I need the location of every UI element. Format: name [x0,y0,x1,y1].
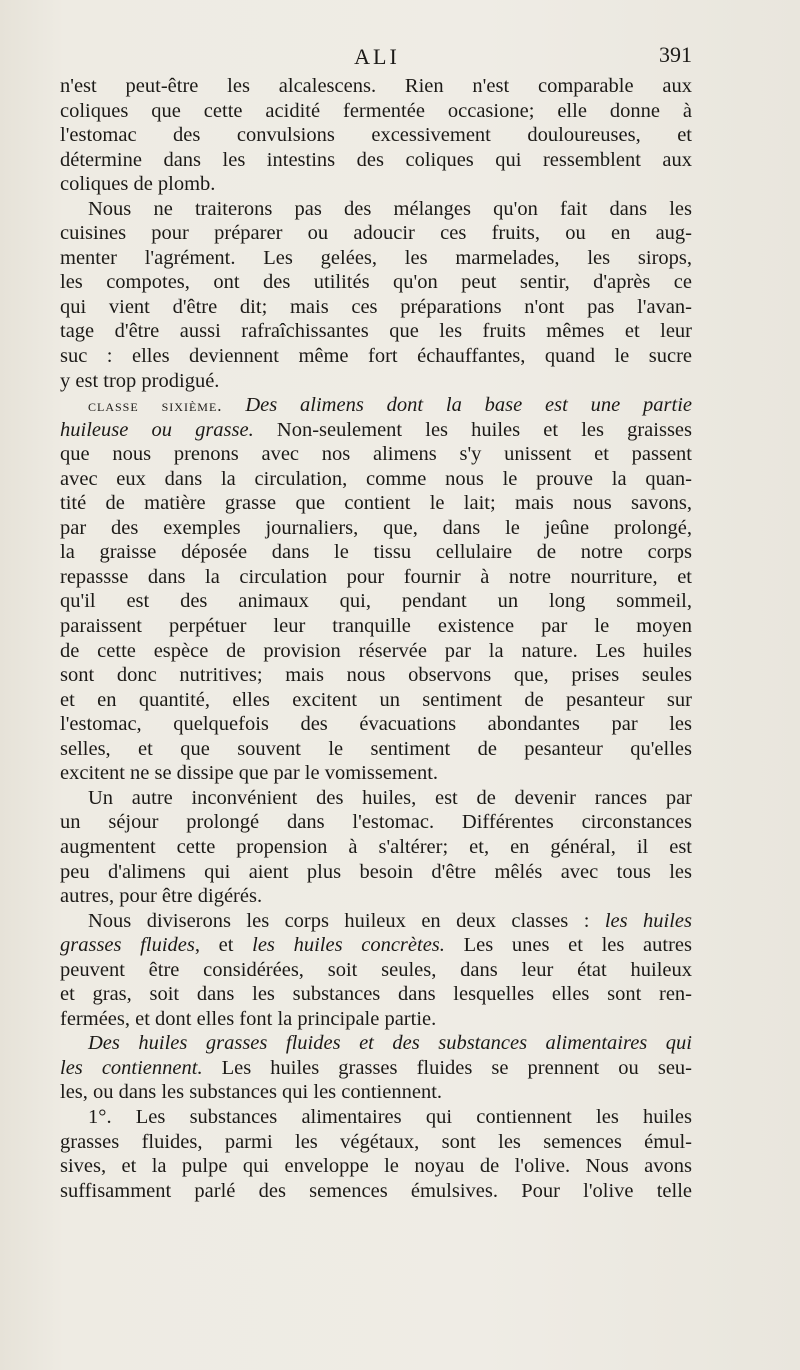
text-line: tage d'être aussi rafraîchissantes que les fruits mêmes et leur [60,320,692,343]
text-line: sont donc nutritives; mais nous observons que, prises seules [60,664,692,687]
text-line: peu d'alimens qui aient plus besoin d'être mêlés avec tous les [60,860,692,883]
section-label: classe sixième. [88,396,223,416]
italic-span: les huiles concrètes. [252,934,445,957]
text-line: excitent ne se dissipe que par le vomissement. [60,762,439,785]
italic-span: les huiles [604,909,692,932]
text-span: , et [194,934,253,957]
text-line: par des exemples journaliers, que, dans le jeûne prolongé, [60,516,692,539]
text-line: qu'il est des animaux qui, pendant un long sommeil, [60,590,692,613]
subsection-title-continued: les contiennent. [60,1056,203,1079]
text-line: tité de matière grasse que contient le lait; mais nous savons, [60,492,692,515]
text-span: Les unes et les autres [444,934,692,957]
text-line: avec eux dans la circulation, comme nous le prouve la quan- [60,467,692,490]
text-line [60,909,692,934]
text-line: suc : elles deviennent même fort échauffantes, quand le sucre [60,345,692,368]
text-line: repassse dans la circulation pour fournir à notre nourriture, et [60,565,692,588]
text-line: que nous prenons avec nos alimens s'y unissent et passent [60,443,692,466]
text-line: 1°. Les substances alimentaires qui contiennent les huiles [88,1105,692,1128]
text-line: les compotes, ont des utilités qu'on peut sentir, d'après ce [60,271,692,294]
subsection-title: Des huiles grasses fluides et des substances alimentaires qui [88,1032,692,1055]
text-line: un séjour prolongé dans l'estomac. Différentes circonstances [60,811,692,834]
section-title: Des alimens dont la base est une partie [245,394,692,417]
section-heading-line [60,393,692,418]
text-line [60,933,692,958]
text-line: la graisse déposée dans le tissu cellulaire de notre corps [60,541,692,564]
text-line [60,1031,692,1056]
text-line: y est trop prodigué. [60,369,220,392]
text-line: augmentent cette propension à s'altérer; et, en général, il est [60,835,692,858]
page-number: 391 [659,42,692,67]
text-line [60,418,692,443]
text-line: et en quantité, elles excitent un sentiment de pesanteur sur [60,688,692,711]
body-text [60,74,692,1203]
text-line: Nous ne traiterons pas des mélanges qu'on fait dans les [88,197,692,220]
text-line: Un autre inconvénient des huiles, est de devenir rances par [88,786,692,809]
text-line: sives, et la pulpe qui enveloppe le noyau de l'olive. Nous avons [60,1155,692,1178]
text-span: Nous diviserons les corps huileux en deux classes : [88,909,590,932]
text-line: détermine dans les intestins des coliques qui ressemblent aux [60,148,692,171]
text-line: coliques que cette acidité fermentée occasione; elle donne à [60,99,692,122]
italic-span: grasses fluides [60,934,195,957]
page-header [62,40,692,74]
text-line: peuvent être considérées, soit seules, dans leur état huileux [60,958,692,981]
text-line: de cette espèce de provision réservée par la nature. Les huiles [60,639,692,662]
text-line: et gras, soit dans les substances dans lesquelles elles sont ren- [60,983,692,1006]
text-line: l'estomac des convulsions excessivement douloureuses, et [60,124,692,147]
text-line: fermées, et dont elles font la principale partie. [60,1007,437,1030]
text-line: menter l'agrément. Les gelées, les marmelades, les sirops, [60,246,692,269]
text-line: grasses fluides, parmi les végétaux, sont les semences émul- [60,1130,692,1153]
text-line [60,1056,692,1081]
text-line: les, ou dans les substances qui les contiennent. [60,1081,443,1104]
running-head: ALI [354,44,400,69]
text-line: l'estomac, quelquefois des évacuations abondantes par les [60,713,692,736]
text-line: selles, et que souvent le sentiment de pesanteur qu'elles [60,737,692,760]
text-span: Les huiles grasses fluides se prennent ou seu- [202,1056,692,1079]
text-line: suffisamment parlé des semences émulsives. Pour l'olive telle [60,1179,692,1202]
text-line: n'est peut-être les alcalescens. Rien n'est comparable aux [60,75,692,97]
text-line: autres, pour être digérés. [60,885,263,908]
section-title-continued: huileuse ou grasse. [60,418,254,441]
text-line: paraissent perpétuer leur tranquille existence par le moyen [60,615,692,638]
text-line: coliques de plomb. [60,173,216,196]
text-span: Non-seulement les huiles et les graisses [276,418,692,441]
text-line: cuisines pour préparer ou adoucir ces fruits, ou en aug- [60,222,692,245]
text-line: qui vient d'être dit; mais ces préparations n'ont pas l'avan- [60,295,692,318]
